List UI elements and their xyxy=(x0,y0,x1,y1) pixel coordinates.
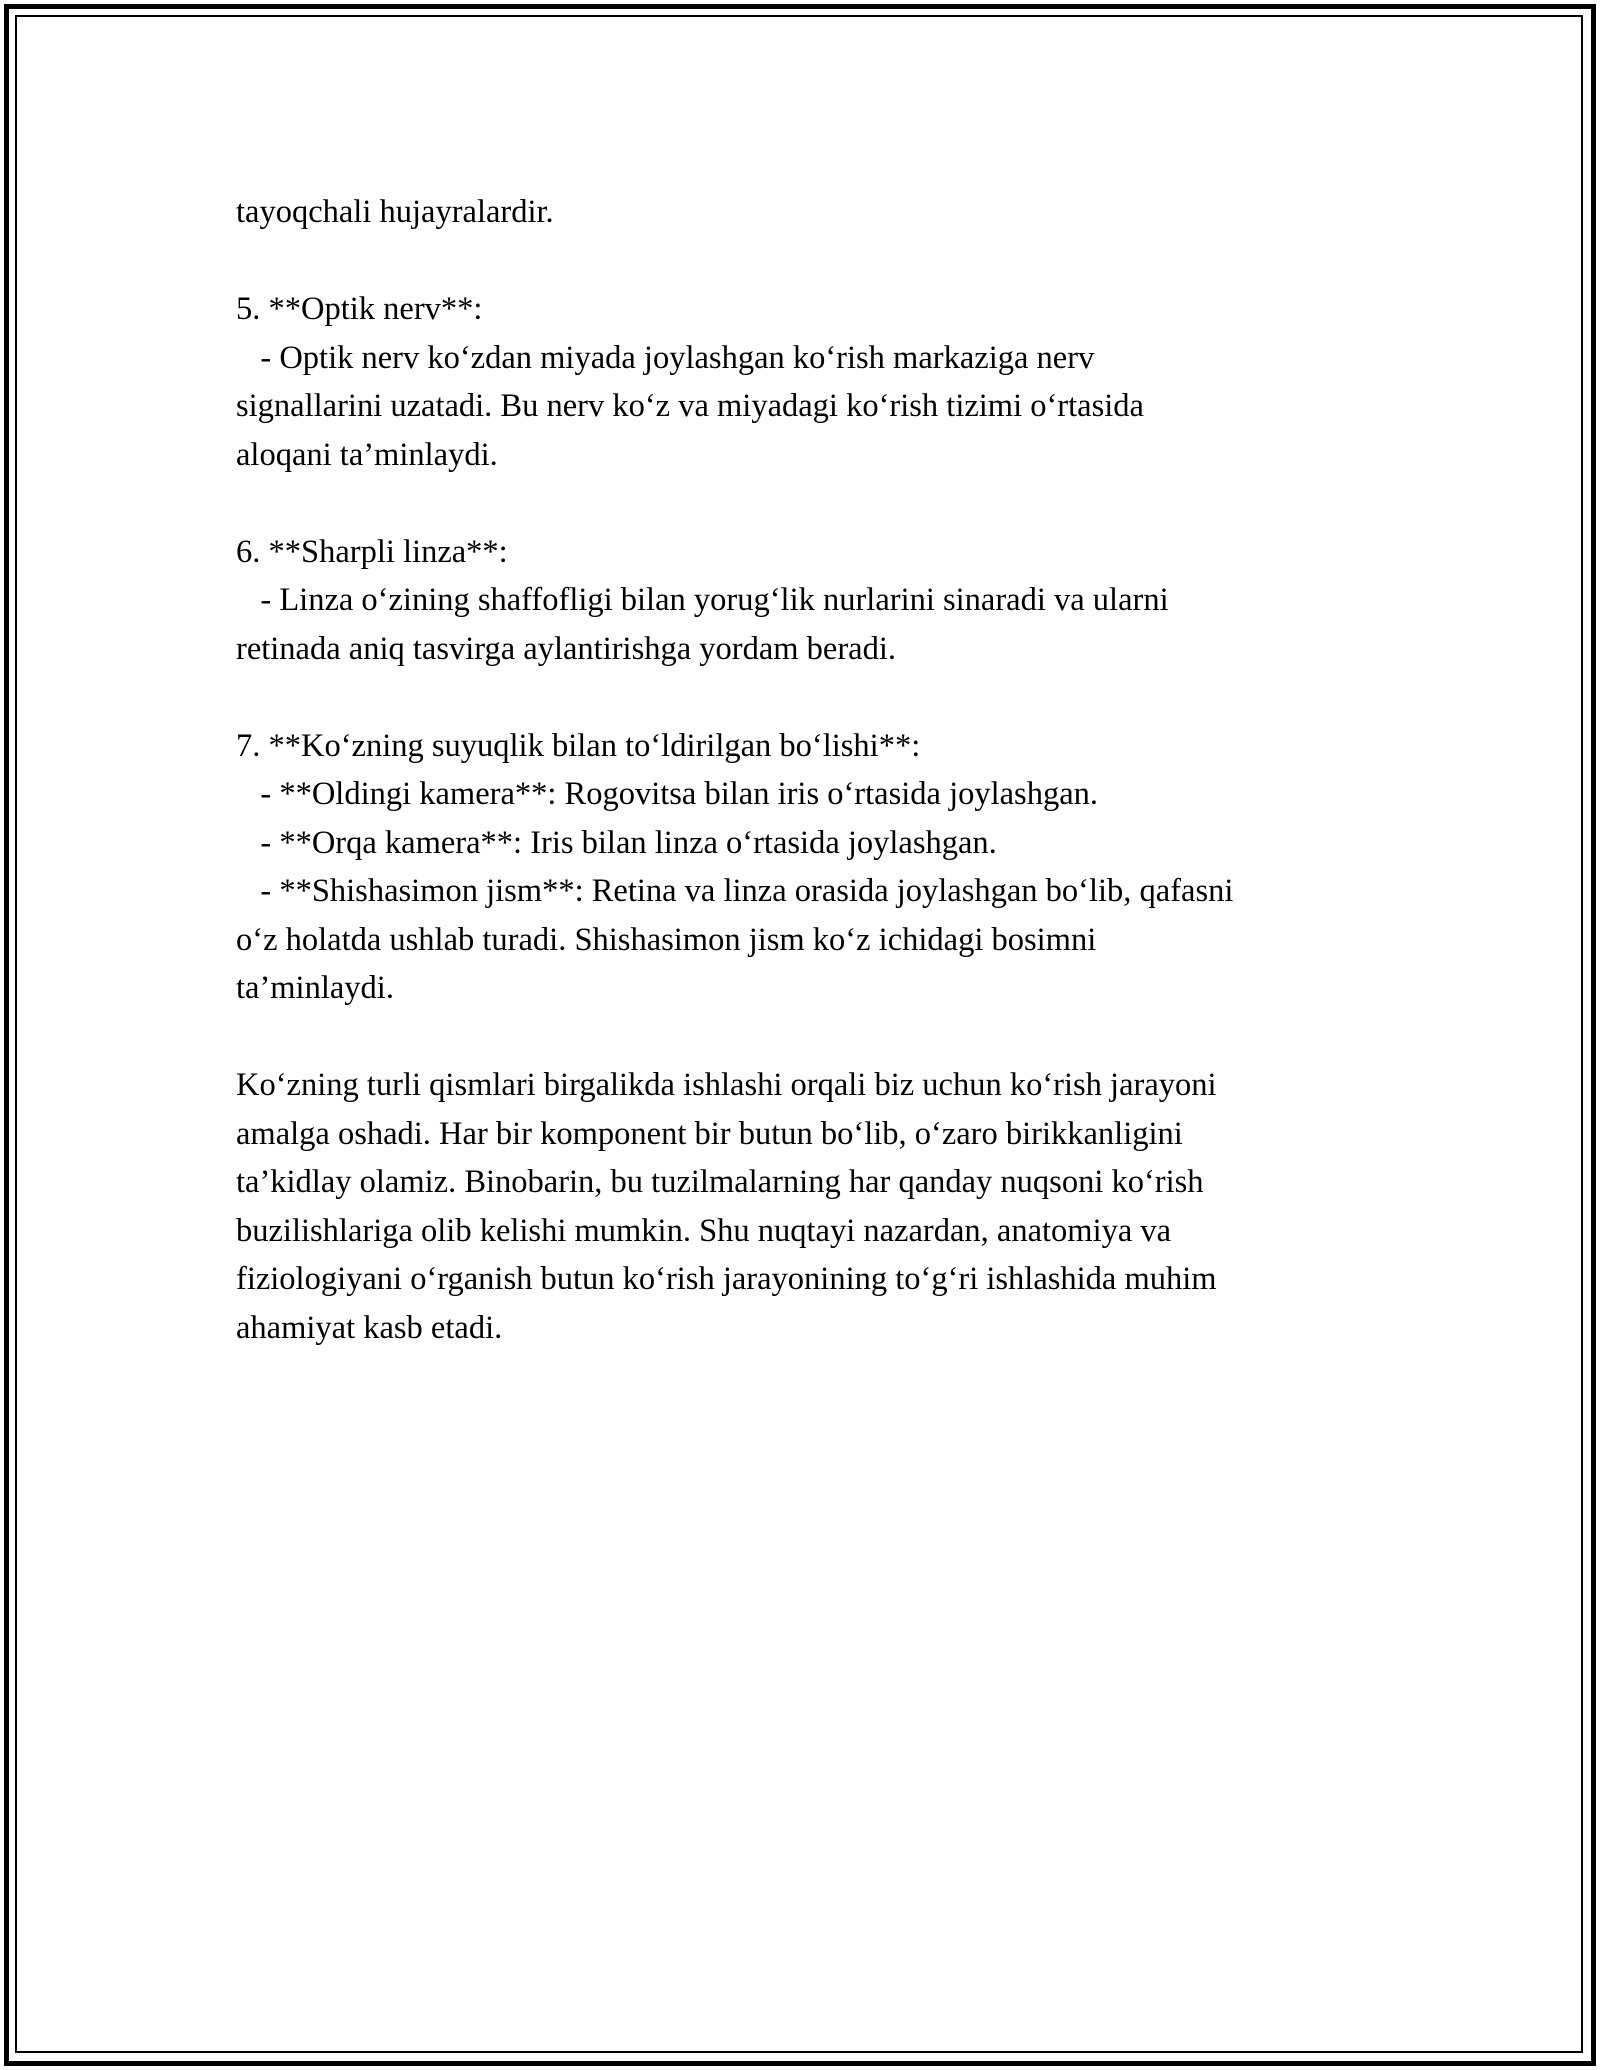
conclusion-line: ta’kidlay olamiz. Binobarin, bu tuzilmalarning har qanday nuqsoni ko‘rish xyxy=(236,1164,1204,1200)
paragraph-gap xyxy=(236,479,1386,528)
list-item-oldingi-kamera: - **Oldingi kamera**: Rogovitsa bilan iris o‘rtasida joylashgan. xyxy=(236,776,1098,812)
list-item-shishasimon-jism: - **Shishasimon jism**: Retina va linza orasida joylashgan bo‘lib, qafasni xyxy=(236,873,1234,909)
paragraph-gap xyxy=(236,237,1386,286)
paragraph-gap xyxy=(236,1013,1386,1062)
text-line: tayoqchali hujayralardir. xyxy=(236,194,554,230)
conclusion-line: amalga oshadi. Har bir komponent bir butun bo‘lib, o‘zaro birikkanligini xyxy=(236,1115,1183,1152)
section-heading-optik-nerv: 5. **Optik nerv**: xyxy=(236,291,483,327)
document-body xyxy=(236,188,1386,1352)
conclusion-line: buzilishlariga olib kelishi mumkin. Shu nuqtayi nazardan, anatomiya va xyxy=(236,1212,1172,1249)
conclusion-line: ahamiyat kasb etadi. xyxy=(236,1309,503,1346)
text-line: retinada aniq tasvirga aylantirishga yordam beradi. xyxy=(236,630,896,667)
conclusion-line: Ko‘zning turli qismlari birgalikda ishlashi orqali biz uchun ko‘rish jarayoni xyxy=(236,1067,1217,1103)
section-heading-sharpli-linza: 6. **Sharpli linza**: xyxy=(236,533,508,570)
text-line: o‘z holatda ushlab turadi. Shishasimon jism ko‘z ichidagi bosimni xyxy=(236,921,1097,958)
text-line: ta’minlaydi. xyxy=(236,970,394,1006)
text-line: - Linza o‘zining shaffofligi bilan yorug‘lik nurlarini sinaradi va ularni xyxy=(236,582,1169,618)
text-line: aloqani ta’minlaydi. xyxy=(236,436,498,473)
section-heading-suyuqlik: 7. **Ko‘zning suyuqlik bilan to‘ldirilgan bo‘lishi**: xyxy=(236,727,921,764)
conclusion-line: fiziologiyani o‘rganish butun ko‘rish jarayonining to‘g‘ri ishlashida muhim xyxy=(236,1261,1217,1297)
text-line: signallarini uzatadi. Bu nerv ko‘z va miyadagi ko‘rish tizimi o‘rtasida xyxy=(236,388,1144,424)
list-item-orqa-kamera: - **Orqa kamera**: Iris bilan linza o‘rtasida joylashgan. xyxy=(236,824,997,861)
text-line: - Optik nerv ko‘zdan miyada joylashgan ko‘rish markaziga nerv xyxy=(236,339,1095,376)
paragraph-gap xyxy=(236,673,1386,722)
